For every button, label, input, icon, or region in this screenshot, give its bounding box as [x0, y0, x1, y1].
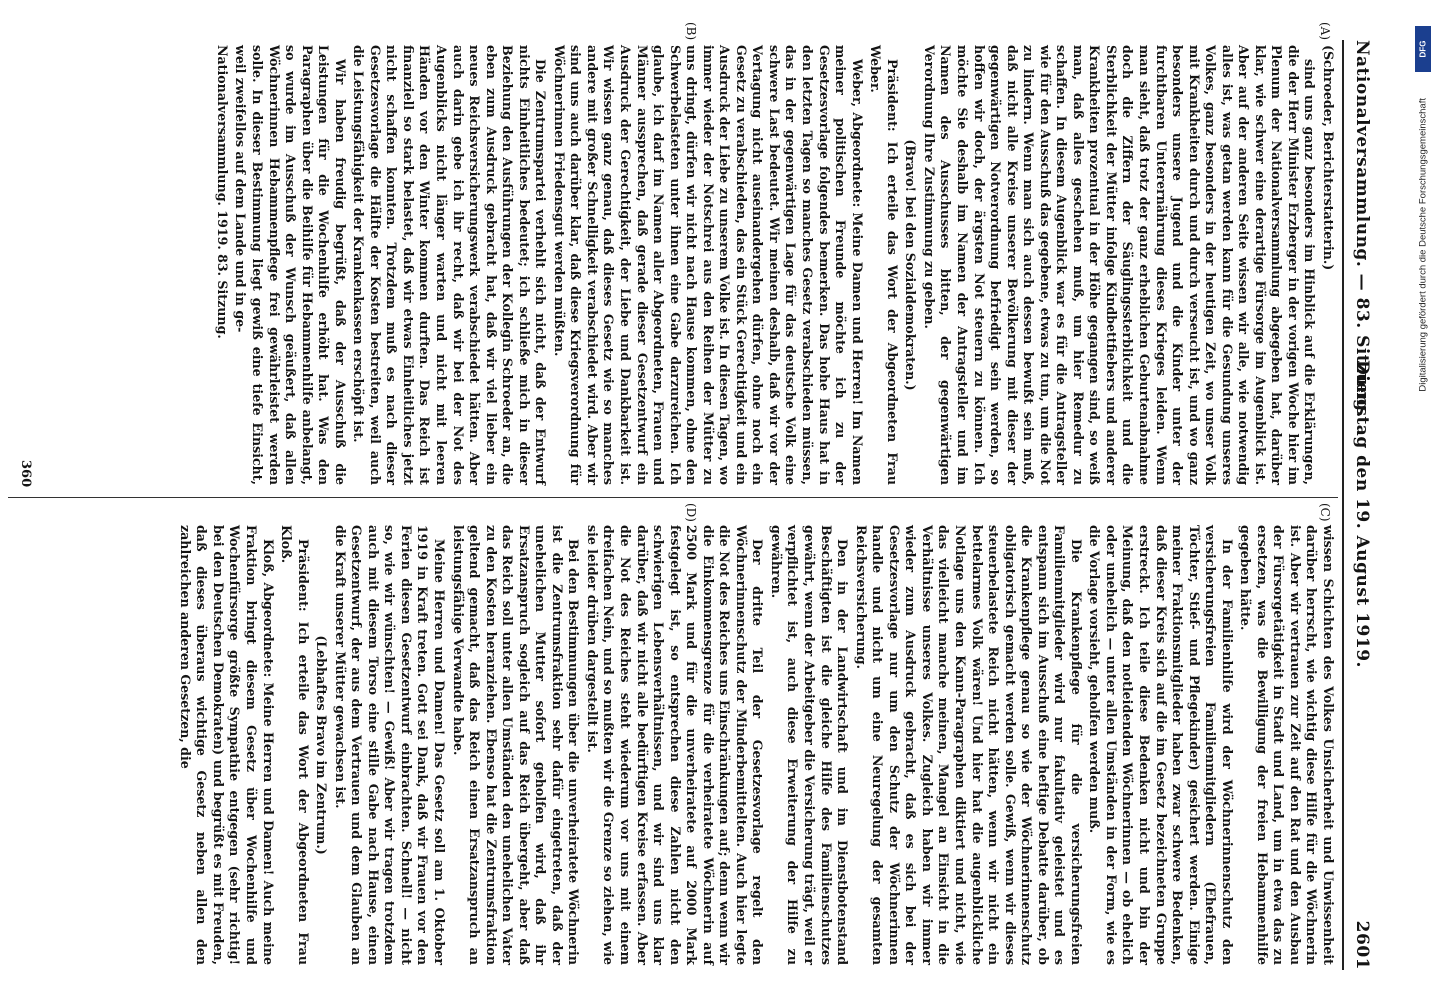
column-divider — [8, 497, 1338, 498]
paragraph: Meine Herren und Damen! Das Gesetz soll am 1. Oktober 1919 in Kraft treten. Gott sei Dank, daß wir Frauen vor den Ferien diesen Gesetzentwurf einbrachten. Schnell! — nicht so, wie wir wünschten! — Gewiß! Aber wir tragen trotzdem auch mit diesem Torso eine stille Gabe nach Hause, einen Gesetzentwurf, der aus dem Vertrauen und dem Glauben an die Kraft unserer Mütter gewachsen ist. — [332, 525, 448, 965]
paragraph: In der Familienhilfe wird der Wöchnerinnenschutz den versicherungsfreien Familienmitgliedern (Ehefrauen, Töchter, Stief- und Pflegekinder) gesichert werden. Einige meiner Fraktionsmitglieder haben zwar schwere Bedenken, daß dieser Kreis sich auf die im Gesetz bezeichneten Gruppe erstreckt. Ich teile diese Bedenken nicht und bin der Meinung, daß den notleidenden Wöchnerinnen — ob ehelich oder unehelich — unter allen Umständen in der Form, wie es die Vorlage vorsieht, geholfen werden muß. — [1087, 525, 1235, 965]
page-signature: 360 — [18, 460, 33, 488]
paragraph: Kloß, Abgeordnete: Meine Herren und Damen! Auch meine Fraktion bringt diesem Gesetz über Wochenhilfe und Wochenfürsorge größte Sympathie entgegen (sehr richtig! bei den Deutschen Demokraten) und begrüßt es mit Freuden, daß dieses überaus wichtige Gesetz neben allen den zahlreichen anderen Gesetzen, die — [177, 525, 276, 965]
paragraph: Wir haben freudig begrüßt, daß der Ausschuß die Leistungen für die Wochenhilfe erhöht hat. Was den Paragraphen über die Beihilfe für Hebammenhilfe anbelangt, so wurde im Ausschuß der Wunsch geäußert, daß allen Wöchnerinnen Hebammenpflege frei gewährleistet werden solle. In dieser Bestimmung liegt gewiß eine tiefe Einsicht, weil zweifellos auf dem Lande und in ge- — [233, 45, 348, 485]
column-footer: Nationalversammlung. 1919. 83. Sitzung. — [214, 45, 230, 339]
margin-label-b: (B) — [684, 22, 698, 41]
paragraph: Den in der Landwirtschaft und im Dienstbotenstand Beschäftigten ist die gleiche Hilfe des Familienschutzes gewährt, wenn der Arbeitgeber die Versicherung trägt, weil er verpflichtet ist, auch diese Erweiterung der Hilfe zu gewähren. — [768, 525, 851, 965]
paragraph: Weber, Abgeordnete: Meine Damen und Herren! Im Namen meiner politischen Freunde möchte ich zu der Gesetzesvorlage folgendes bemerken. Das hohe Haus hat in den letzten Tagen so manches Gesetz verabschieden müssen, das in der gegenwärtigen Lage für das deutsche Volk eine schwere Last bedeutet. Wir meinen deshalb, daß wir vor der Vertagung nicht auseinandergehen dürfen, ohne noch ein Gesetz zu verabschieden, das ein Stück Gerechtigkeit und ein Ausdruck der Liebe zu unserem Volke ist. In diesen Tagen, wo immer wieder der Notschrei aus den Reihen der Mütter zu uns dringt, dürfen wir nicht nach Hause kommen, ohne den Schwerbelasteten unter ihnen eine Gabe darzureichen. Ich glaube, ich darf im Namen aller Abgeordneten, Frauen und Männer aussprechen, daß gerade dieser Gesetzentwurf ein Ausdruck der Gerechtigkeit, der Liebe und Dankbarkeit ist. Wir wissen ganz genau, daß dieses Gesetz wie so manches andere mit großer Schnelligkeit verabschiedet wird. Aber wir sind uns auch darüber klar, daß diese Kriegsverordnung für Wöchnerinnen Friedensgut werden müßten. — [551, 45, 865, 485]
margin-label-d: (D) — [684, 503, 698, 522]
margin-label-c: (C) — [1318, 503, 1332, 522]
header-rule — [1342, 40, 1344, 970]
applause-note: (Lebhaftes Bravo im Zentrum.) — [314, 635, 330, 855]
paragraph: Der dritte Teil der Gesetzesvorlage regelt den Wöchnerinnenschutz der Minderbemittelten. Auch hier legte die Not des Reiches uns Einschränkungen auf; denn wenn wir die Einkommensgrenze für die verheiratete Wöchnerin auf 2500 Mark und für die unverheiratete auf 2000 Mark festgelegt ist, so entsprechen diese Zahlen nicht den schwierigen Lebensverhältnissen, und wir sind uns klar darüber, daß wir nicht alle bedürftigen Kreise erfassen. Aber die Not des Reiches steht wiederum vor uns mit einem dreifachen Nein, und so mußten wir die Grenze so ziehen, wie sie leider drüben dargestellt ist. — [584, 525, 766, 965]
funding-side-note — [1415, 18, 1431, 983]
header-date: Dienstag den 19. August 1919. — [1352, 360, 1372, 668]
header-assembly-session: Nationalversammlung. — 83. Sitzung. — [1352, 40, 1372, 418]
funding-note-text: Digitalisierung gefördert durch die Deutsche Forschungsgemeinschaft — [1417, 98, 1429, 392]
margin-label-a: (A) — [1318, 22, 1332, 41]
president-line: Präsident: Ich erteile das Wort der Abgeordneten Frau Weber. — [868, 45, 900, 485]
dfg-logo: DFG — [1415, 26, 1431, 72]
page-number: 2601 — [1352, 920, 1372, 970]
paragraph: Die Krankenpflege für die versicherungsfreien Familienmitglieder wird nur fakultativ geleistet und es entspann sich im Ausschuß eine heftige Debatte darüber, ob die Krankenpflege genau so wie der Wöchnerinnenschutz obligatorisch gemacht werden solle. Gewiß, wenn wir dieses steuerbelastete Reich nicht hätten, wenn wir nicht ein bettelarmes Volk wären! Und hier hat die augenblickliche Notlage uns den Kann-Paragraphen diktiert und nicht, wie das vielleicht manche meinen, Mangel an Einsicht in die Verhältnisse unseres Volkes. Zugleich haben wir immer wieder zum Ausdruck gebracht, daß es sich bei der Gesetzesvorlage nur um den Schutz der Wöchnerinnen handle und nicht um eine Neuregelung der gesamten Reichsversicherung. — [853, 525, 1084, 965]
paragraph: sind uns ganz besonders im Hinblick auf die Erklärungen, die der Herr Minister Erzberger in der vorigen Woche hier im Plenum der Nationalversammlung abgegeben hat, darüber klar, wie schwer eine derartige Fürsorge im Augenblick ist. Aber auf der anderen Seite wissen wir alle, wie notwendig alles ist, was getan werden kann für die Gesundung unseres Volkes, ganz besonders in der heutigen Zeit, wo unser Volk mit Krankheiten durch und durch verseucht ist, und wo ganz besonders unsere Jugend und die Kinder unter der furchtbaren Unterernährung dieses Krieges leiden. Wenn man sieht, daß trotz der ganz erheblichen Geburtenabnahme doch die Ziffern der Säuglingssterblichkeit und die Sterblichkeit der Mütter infolge Kindbettfiebers und anderer Krankheiten prozentual in der Höhe gegangen sind, so weiß man, daß alles geschehen muß, um hier Remedur zu schaffen. In diesem Augenblick war es für die Antragsteller wie für den Ausschuß das gegebene, etwas zu tun, um die Not zu lindern. Wenn man sich auch dessen bewußt sein muß, daß nicht alle Kreise unserer Bevölkerung mit dieser der gegenwärtigen Notverordnung befriedigt sein werden, so hoffen wir doch, der ärgsten Not steuern zu können. Ich möchte Sie deshalb im Namen der Antragsteller und im Namen des Ausschusses bitten, der gegenwärtigen Verordnung Ihre Zustimmung zu geben. — [921, 45, 1318, 485]
paragraph: Die Zentrumspartei verhehlt sich nicht, daß der Entwurf nichts Einheitliches bedeutet; ich schließe mich in dieser Beziehung den Ausführungen der Kollegin Schroeder an, die eben zum Ausdruck gebracht hat, daß wir viel lieber ein neues Reichsversicherungswerk verabschiedet hätten. Aber auch darin gebe ich ihr recht, daß wir bei der Not des Augenblicks nicht länger warten und nicht mit leeren Händen vor den Winter kommen durften. Das Reich ist finanziell so stark belastet, daß wir etwas Einheitliches jetzt nicht schaffen konnten. Trotzdem muß es nach dieser Gesetzesvorlage die Hälfte der Kosten bestreiten, weil auch die Leistungsfähigkeit der Krankenkassen erschöpft ist. — [351, 45, 549, 485]
speaker-line: (Schroeder, Berichterstatterin.) — [1321, 45, 1336, 271]
paragraph: Bei den Bestimmungen über die unverheiratete Wöchnerin ist die Zentrumsfraktion sehr dafür eingetreten, daß der unehelichen Mutter sofort geholfen wird, daß ihr Ersatzanspruch sogleich auf das Reich übergeht, aber daß das Reich soll unter allen Umständen den unehelichen Vater zu den Kosten heranziehen. Ebenso hat die Zentrumsfraktion geltend gemacht, daß das Reich einen Ersatzanspruch an leistungsfähige Verwandte habe. — [450, 525, 582, 965]
right-text-column — [174, 525, 1336, 965]
applause-note: (Bravo! bei den Sozialdemokraten.) — [903, 139, 919, 391]
president-line: Präsident: Ich erteile das Wort der Abgeordneten Frau Kloß. — [279, 525, 311, 965]
page-header — [1346, 40, 1376, 970]
left-text-column — [211, 45, 1336, 485]
paragraph: wissen Schichten des Volkes Unsicherheit und Unwissenheit darüber herrscht, wie wichtig diese Hilfe für die Wöchnerin ist. Aber wir vertrauen zur Zeit auf den Rat und den Ausbau der Fürsorgetätigkeit in Stadt und Land, um in etwa das zu ersetzen, was die Bewilligung der freien Hebammenhilfe gegeben hätte. — [1238, 525, 1336, 965]
